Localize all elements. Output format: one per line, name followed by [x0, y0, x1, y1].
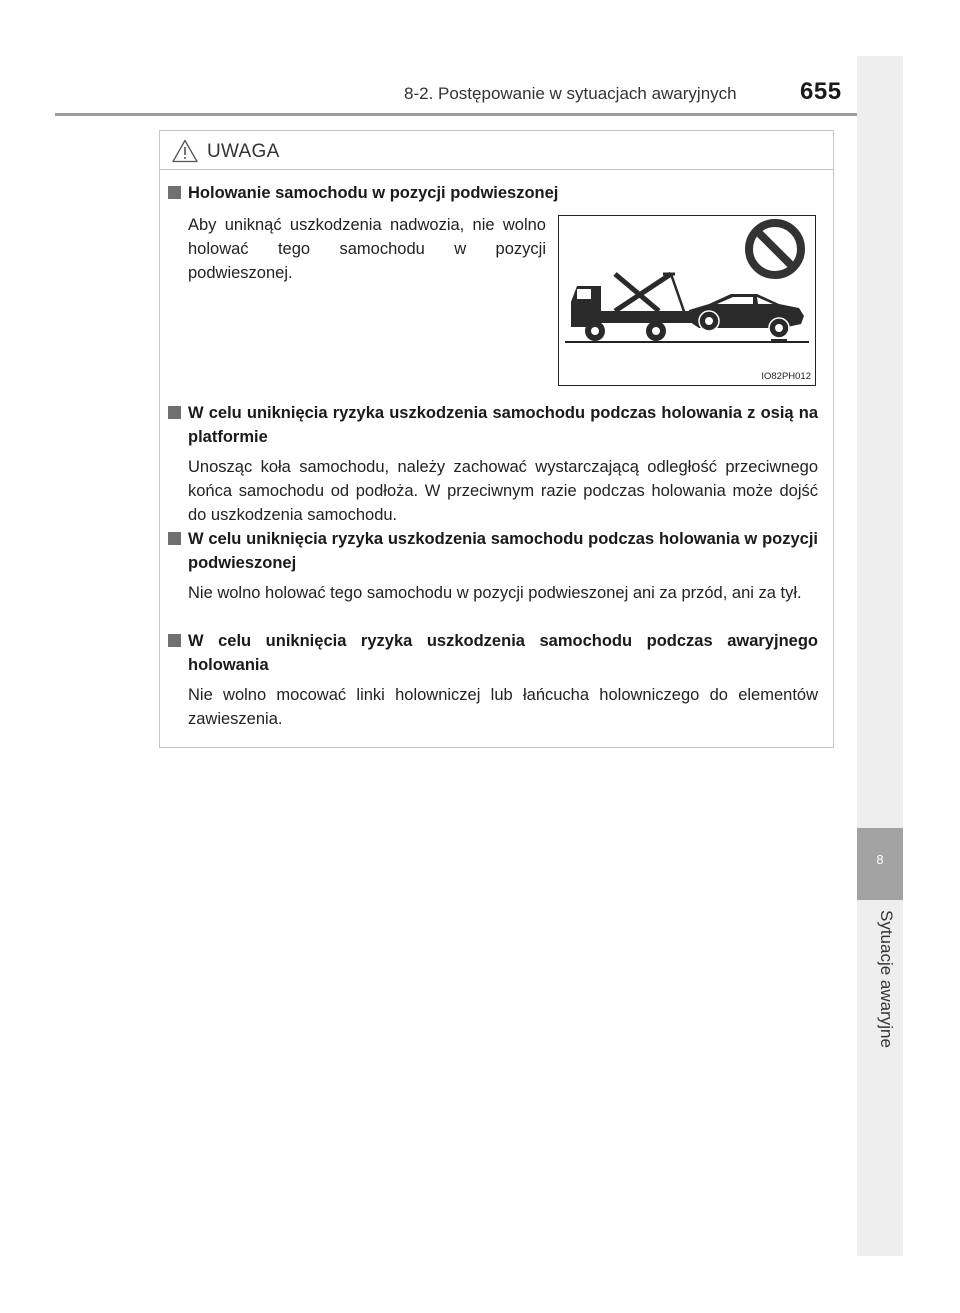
header-title: 8-2. Postępowanie w sytuacjach awaryjnych [404, 84, 737, 103]
warning-triangle-icon [172, 139, 198, 163]
section-heading-text: W celu uniknięcia ryzyka uszkodzenia samochodu podczas holowania w pozycji podwieszonej [188, 530, 818, 572]
chapter-number: 8 [876, 852, 884, 867]
square-bullet-icon [168, 186, 181, 199]
caution-box [159, 130, 834, 748]
section-heading-4 [168, 629, 818, 677]
section-body-3: Nie wolno holować tego samochodu w pozycji podwieszonej ani za przód, ani za tył. [188, 584, 802, 602]
section-body-4: Nie wolno mocować linki holowniczej lub łańcucha holowniczego do elementów zawieszenia. [188, 686, 818, 728]
section-heading-text: W celu uniknięcia ryzyka uszkodzenia samochodu podczas awaryjnego holowania [188, 632, 818, 674]
section-heading-text: Holowanie samochodu w pozycji podwieszonej [188, 184, 559, 202]
section-heading-text: W celu uniknięcia ryzyka uszkodzenia samochodu podczas holowania z osią na platformie [188, 404, 818, 446]
section-heading-3 [168, 527, 818, 575]
caution-header [160, 131, 833, 170]
section-body-2: Unosząc koła samochodu, należy zachować wystarczającą odległość przeciwnego końca samochodu od podłoża. W przeciwnym razie podczas holowania może dojść do uszkodzenia samochodu. [188, 458, 818, 524]
square-bullet-icon [168, 406, 181, 419]
prohibition-icon [749, 223, 801, 275]
section-body-1: Aby uniknąć uszkodzenia nadwozia, nie wolno holować tego samochodu w pozycji podwieszonej. [188, 216, 546, 282]
caution-title: UWAGA [207, 141, 280, 162]
towed-car-icon [687, 294, 804, 340]
section-heading-2 [168, 401, 818, 449]
side-tab [857, 56, 903, 1256]
tow-truck-icon [571, 274, 691, 341]
figure-code: IO82PH012 [761, 371, 811, 382]
tow-truck-figure [558, 215, 816, 386]
square-bullet-icon [168, 634, 181, 647]
header-rule [55, 113, 903, 116]
section-heading-1 [168, 181, 818, 205]
tow-truck-illustration [559, 216, 815, 385]
page-number: 655 [800, 78, 842, 105]
chapter-title: Sytuacje awaryjne [877, 910, 896, 1048]
square-bullet-icon [168, 532, 181, 545]
